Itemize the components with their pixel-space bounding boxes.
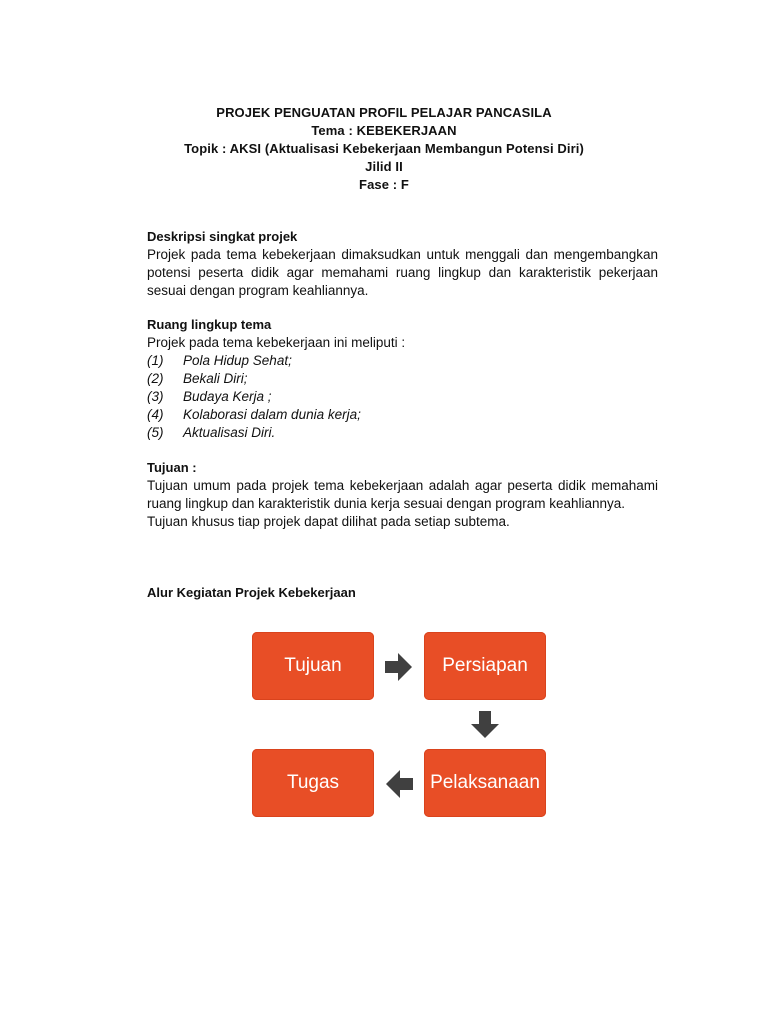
title-line-4: Jilid II [365, 159, 403, 174]
list-item: (1) Pola Hidup Sehat; [147, 353, 292, 368]
tujuan-heading: Tujuan : [147, 460, 197, 475]
arrow-left-icon [386, 770, 413, 798]
arrow-right-icon [385, 653, 412, 681]
flow-step-tugas: Tugas [252, 749, 374, 817]
title-line-1: PROJEK PENGUATAN PROFIL PELAJAR PANCASILA [216, 105, 552, 120]
ruang-lingkup-heading: Ruang lingkup tema [147, 317, 272, 332]
ruang-lingkup-section [147, 316, 658, 442]
deskripsi-heading: Deskripsi singkat projek [147, 229, 298, 244]
alur-heading: Alur Kegiatan Projek Kebekerjaan [147, 585, 356, 600]
list-item: (3) Budaya Kerja ; [147, 389, 272, 404]
arrow-down-icon [471, 711, 499, 738]
deskripsi-text: Projek pada tema kebekerjaan dimaksudkan untuk menggali dan mengembangkan potensi peserta didik agar memahami ruang lingkup dan karakteristik pekerjaan sesuai dengan program keahliannya. [147, 247, 658, 298]
ruang-lingkup-intro: Projek pada tema kebekerjaan ini meliputi : [147, 335, 406, 350]
tujuan-text-umum: Tujuan umum pada projek tema kebekerjaan adalah agar peserta didik memahami ruang lingkup dan karakteristik dunia kerja sesuai dengan program keahliannya. [147, 478, 658, 511]
document-title-block [0, 104, 768, 194]
list-item: (5) Aktualisasi Diri. [147, 425, 276, 440]
list-item: (2) Bekali Diri; [147, 371, 248, 386]
title-line-2: Tema : KEBEKERJAAN [311, 123, 457, 138]
title-line-3: Topik : AKSI (Aktualisasi Kebekerjaan Membangun Potensi Diri) [184, 141, 584, 156]
alur-section [147, 584, 658, 602]
flow-step-persiapan: Persiapan [424, 632, 546, 700]
ruang-lingkup-list [147, 352, 658, 442]
flow-step-pelaksanaan: Pelaksanaan [424, 749, 546, 817]
tujuan-section [147, 459, 658, 531]
flow-step-tujuan: Tujuan [252, 632, 374, 700]
list-item: (4) Kolaborasi dalam dunia kerja; [147, 407, 361, 422]
title-line-5: Fase : F [359, 177, 409, 192]
deskripsi-section [147, 228, 658, 300]
tujuan-text-khusus: Tujuan khusus tiap projek dapat dilihat pada setiap subtema. [147, 514, 510, 529]
